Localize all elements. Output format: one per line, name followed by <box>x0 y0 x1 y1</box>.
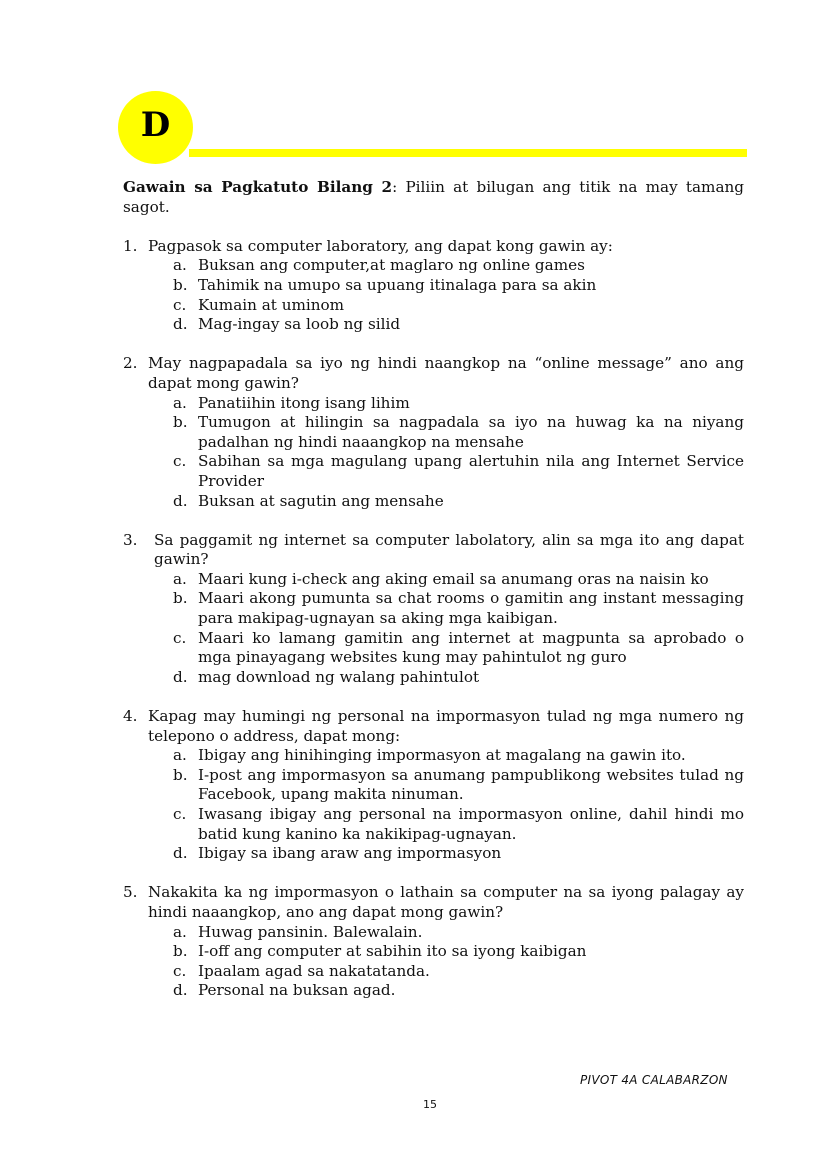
section-letter-badge <box>118 91 193 164</box>
option-letter: b. <box>173 589 188 608</box>
section-header-rule <box>189 149 747 157</box>
option-letter: d. <box>173 491 188 510</box>
answer-option[interactable] <box>173 668 744 688</box>
question-item <box>123 531 744 688</box>
option-letter: c. <box>173 295 187 314</box>
option-text: Ipaalam agad sa nakatatanda. <box>198 961 430 980</box>
answer-option[interactable] <box>173 629 744 668</box>
worksheet-content <box>123 178 744 1001</box>
answer-option[interactable] <box>173 413 744 452</box>
option-text: Buksan ang computer,at maglaro ng online games <box>198 256 585 275</box>
answer-option[interactable] <box>173 805 744 844</box>
option-text: I-post ang impormasyon sa anumang pampublikong websites tulad ng Facebook, upang makita ninuman. <box>198 765 744 804</box>
answer-option[interactable] <box>173 394 744 414</box>
option-text: Ibigay sa ibang araw ang impormasyon <box>198 844 502 863</box>
option-text: Huwag pansinin. Balewalain. <box>198 922 423 941</box>
answer-option[interactable] <box>173 276 744 296</box>
option-letter: d. <box>173 844 188 863</box>
answer-options <box>173 746 744 864</box>
question-number: 3. <box>123 530 138 549</box>
answer-options <box>173 923 744 1001</box>
question-item <box>123 707 744 864</box>
answer-option[interactable] <box>173 492 744 512</box>
option-letter: a. <box>173 393 187 412</box>
answer-option[interactable] <box>173 296 744 316</box>
answer-option[interactable] <box>173 256 744 276</box>
option-letter: b. <box>173 413 188 432</box>
option-letter: a. <box>173 569 187 588</box>
question-stem: Pagpasok sa computer laboratory, ang dapat kong gawin ay: <box>148 236 613 255</box>
option-letter: c. <box>173 961 187 980</box>
answer-option[interactable] <box>173 942 744 962</box>
answer-options <box>173 570 744 688</box>
question-item <box>123 883 744 1001</box>
option-letter: a. <box>173 746 187 765</box>
option-text: Ibigay ang hinihinging impormasyon at magalang na gawin ito. <box>198 746 686 765</box>
option-text: Maari akong pumunta sa chat rooms o gamitin ang instant messaging para makipag-ugnayan sa aking mga kaibigan. <box>198 589 744 628</box>
option-letter: b. <box>173 765 188 784</box>
answer-options <box>173 256 744 334</box>
question-number: 4. <box>123 707 138 726</box>
option-text: Maari kung i-check ang aking email sa anumang oras na naisin ko <box>198 569 709 588</box>
answer-option[interactable] <box>173 981 744 1001</box>
option-text: Maari ko lamang gamitin ang internet at magpunta sa aprobado o mga pinayagang websites kung may pahintulot ng guro <box>198 628 744 667</box>
option-text: Tumugon at hilingin sa nagpadala sa iyo na huwag ka na niyang padalhan ng hindi naaangkop na mensahe <box>198 413 744 451</box>
option-text: Iwasang ibigay ang personal na impormasyon online, dahil hindi mo batid kung kanino ka nakikipag-ugnayan. <box>198 805 744 843</box>
footer-brand: PIVOT 4A CALABARZON <box>580 1073 728 1087</box>
option-letter: a. <box>173 922 187 941</box>
instruction <box>123 178 744 217</box>
question-number: 1. <box>123 236 138 255</box>
answer-option[interactable] <box>173 923 744 943</box>
option-letter: d. <box>173 315 188 334</box>
option-text: mag download ng walang pahintulot <box>198 667 480 686</box>
option-letter: b. <box>173 942 188 961</box>
answer-option[interactable] <box>173 570 744 590</box>
instruction-title: Gawain sa Pagkatuto Bilang 2 <box>123 178 393 196</box>
option-text: Tahimik na umupo sa upuang itinalaga para sa akin <box>198 275 597 294</box>
answer-option[interactable] <box>173 962 744 982</box>
option-text: Personal na buksan agad. <box>198 981 396 1000</box>
option-text: Buksan at sagutin ang mensahe <box>198 491 444 510</box>
question-item <box>123 354 744 511</box>
option-text: Sabihan sa mga magulang upang alertuhin nila ang Internet Service Provider <box>198 452 744 490</box>
answer-option[interactable] <box>173 315 744 335</box>
question-stem: May nagpapadala sa iyo ng hindi naangkop na “online message” ano ang dapat mong gawin? <box>148 354 744 392</box>
option-letter: c. <box>173 628 187 647</box>
instruction-text: : Piliin at bilugan ang titik na may tamang sagot. <box>123 178 745 216</box>
option-letter: c. <box>173 805 187 823</box>
option-letter: c. <box>173 452 187 471</box>
answer-option[interactable] <box>173 452 744 491</box>
question-list <box>123 237 744 1001</box>
question-item <box>123 237 744 335</box>
option-letter: d. <box>173 667 188 686</box>
page-number: 15 <box>423 1098 437 1111</box>
question-number: 5. <box>123 883 138 902</box>
option-text: Panatiihin itong isang lihim <box>198 393 410 412</box>
question-number: 2. <box>123 354 138 373</box>
option-text: Mag-ingay sa loob ng silid <box>198 315 401 334</box>
option-letter: a. <box>173 256 187 275</box>
section-letter: D <box>140 105 171 145</box>
answer-option[interactable] <box>173 746 744 766</box>
answer-option[interactable] <box>173 766 744 805</box>
option-text: I-off ang computer at sabihin ito sa iyong kaibigan <box>198 942 587 961</box>
option-letter: b. <box>173 275 188 294</box>
option-text: Kumain at uminom <box>198 295 345 314</box>
option-letter: d. <box>173 981 188 1000</box>
answer-options <box>173 394 744 512</box>
question-stem: Nakakita ka ng impormasyon o lathain sa computer na sa iyong palagay ay hindi naaangkop, ano ang dapat mong gawin? <box>148 883 744 921</box>
answer-option[interactable] <box>173 844 744 864</box>
question-stem: Kapag may humingi ng personal na impormasyon tulad ng mga numero ng telepono o address, dapat mong: <box>148 707 744 745</box>
question-stem: Sa paggamit ng internet sa computer labolatory, alin sa mga ito ang dapat gawin? <box>154 530 744 569</box>
answer-option[interactable] <box>173 589 744 628</box>
